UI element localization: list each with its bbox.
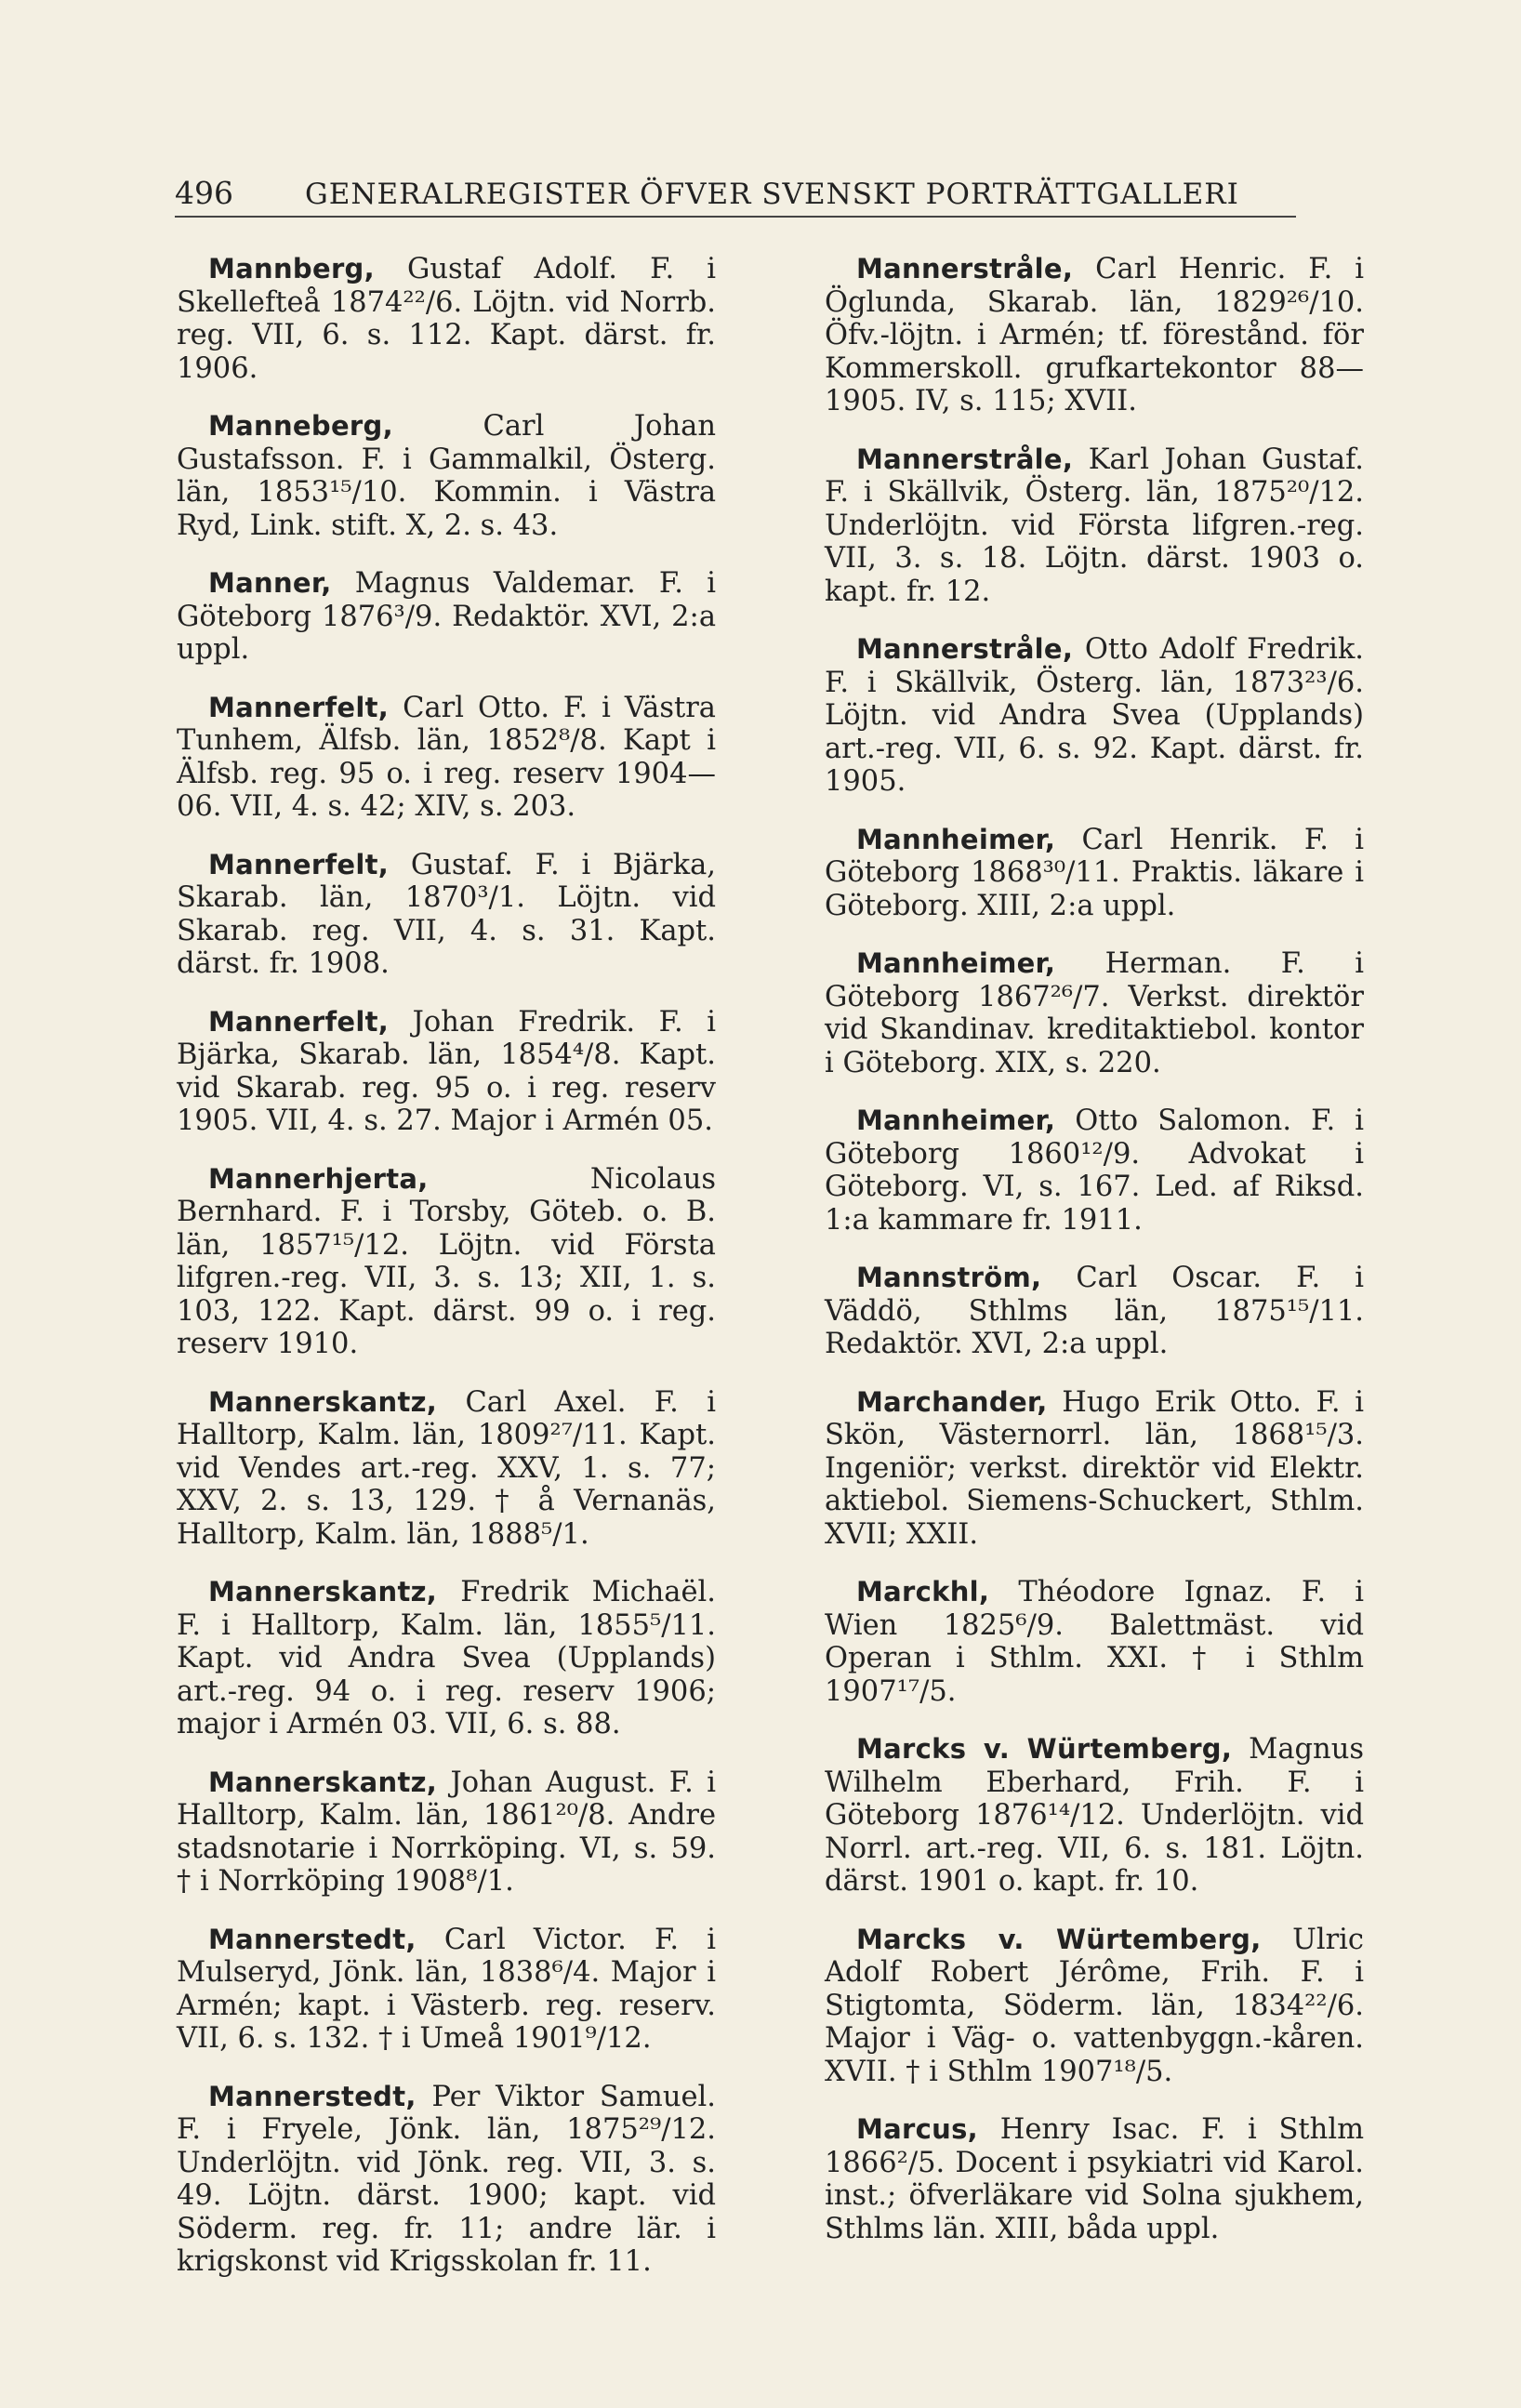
entry-surname: Mannerstråle, [856,443,1074,475]
page-header [175,175,1296,211]
entry-details: Carl Johan Gustafsson. F. i Gammalkil, Österg. län, 1853¹⁵/10. Kommin. i Västra Ryd, Link. stift. X, 2. s. 43. [177,410,716,542]
entry-details: Carl Henrik. F. i Göteborg 1868³⁰/11. Praktis. läkare i Göteborg. XIII, 2:a uppl. [825,823,1364,922]
register-entry [177,692,716,824]
entry-details: Carl Victor. F. i Mulseryd, Jönk. län, 1838⁶/4. Major i Armén; kapt. i Västerb. reg. reserv. VII, 6. s. 132. † i Umeå 1901⁹/12. [177,1923,716,2055]
register-entry [177,1386,716,1552]
entry-paragraph [177,1924,716,2056]
register-entry [177,253,716,385]
entry-details: Johan August. F. i Halltorp, Kalm. län, 1861²⁰/8. Andre stadsnotarie i Norrköping. VI, s. 59. † i Norrköping 1908⁸/1. [177,1766,716,1898]
register-entry [825,1386,1364,1552]
header-rule [175,216,1296,218]
entry-paragraph [177,1386,716,1552]
register-entry [825,1576,1364,1708]
entry-surname: Marcks v. Würtemberg, [856,1923,1262,1955]
register-entry [177,410,716,542]
entry-paragraph [825,1105,1364,1237]
register-entry [825,2113,1364,2245]
entry-paragraph [825,1386,1364,1552]
register-entry [177,1576,716,1741]
entry-surname: Mannerskantz, [208,1766,438,1798]
entry-surname: Mannerfelt, [208,848,390,880]
entry-surname: Marcks v. Würtemberg, [856,1733,1233,1765]
entry-paragraph [177,2081,716,2279]
entry-surname: Mannerstråle, [856,253,1074,284]
running-title: GENERALREGISTER ÖFVER SVENSKT PORTRÄTTGALLERI [305,178,1239,211]
left-column [177,253,716,2304]
entry-paragraph [825,1733,1364,1899]
entry-details: Gustaf. F. i Bjärka, Skarab. län, 1870³/1. Löjtn. vid Skarab. reg. VII, 4. s. 31. Kapt. därst. fr. 1908. [177,848,716,980]
entry-details: Magnus Valdemar. F. i Göteborg 1876³/9. Redaktör. XVI, 2:a uppl. [177,567,716,666]
entry-details: Nicolaus Bernhard. F. i Torsby, Göteb. o. B. län, 1857¹⁵/12. Löjtn. vid Första lifgren.-reg. VII, 3. s. 13; XII, 1. s. 103, 122. Kapt. därst. 99 o. i reg. reserv 1910. [177,1162,716,1360]
entry-surname: Mannerskantz, [208,1576,438,1608]
register-entry [177,2081,716,2279]
register-entry [825,1105,1364,1237]
register-entry [825,947,1364,1079]
entry-surname: Mannberg, [208,253,375,284]
entry-paragraph [825,633,1364,799]
entry-details: Hugo Erik Otto. F. i Skön, Västernorrl. län, 1868¹⁵/3. Ingeniör; verkst. direktör vid Elektr. aktiebol. Siemens-Schuckert, Sthlm. XVII; XXII. [825,1385,1364,1551]
register-entry [825,633,1364,799]
entry-surname: Marchander, [856,1385,1048,1418]
entry-surname: Mannström, [856,1262,1042,1293]
register-entry [825,1924,1364,2089]
entry-details: Carl Axel. F. i Halltorp, Kalm. län, 1809²⁷/11. Kapt. vid Vendes art.-reg. XXV, 1. s. 77; XXV, 2. s. 13, 129. † å Vernanäs, Halltorp, Kalm. län, 1888⁵/1. [177,1385,716,1551]
entry-details: Carl Otto. F. i Västra Tunhem, Älfsb. län, 1852⁸/8. Kapt i Älfsb. reg. 95 o. i reg. reserv 1904—06. VII, 4. s. 42; XIV, s. 203. [177,691,716,823]
register-entry [177,1766,716,1899]
entry-surname: Mannerhjerta, [208,1162,429,1195]
register-entry [825,443,1364,609]
entry-paragraph [825,1262,1364,1361]
entry-paragraph [825,2113,1364,2245]
entry-surname: Mannheimer, [856,823,1056,855]
entry-details: Per Viktor Samuel. F. i Fryele, Jönk. län, 1875²⁹/12. Underlöjtn. vid Jönk. reg. VII, 3. s. 49. Löjtn. därst. 1900; kapt. vid Söderm. reg. fr. 11; andre lär. i krigskonst vid Krigsskolan fr. 11. [177,2080,716,2278]
entry-details: Johan Fredrik. F. i Bjärka, Skarab. län, 1854⁴/8. Kapt. vid Skarab. reg. 95 o. i reg. reserv 1905. VII, 4. s. 27. Major i Armén 05. [177,1005,716,1137]
register-entry [825,824,1364,923]
register-entry [177,1924,716,2056]
entry-details: Otto Adolf Fredrik. F. i Skällvik, Österg. län, 1873²³/6. Löjtn. vid Andra Svea (Upplands) art.-reg. VII, 6. s. 92. Kapt. därst. fr. 1905. [825,633,1364,798]
entry-paragraph [177,849,716,981]
entry-paragraph [825,1576,1364,1708]
entry-paragraph [825,253,1364,418]
entry-paragraph [177,1766,716,1899]
register-entry [825,1262,1364,1361]
entry-surname: Mannerstedt, [208,1923,417,1955]
entry-surname: Manner, [208,567,332,599]
page-number: 496 [175,175,233,211]
register-entry [177,849,716,981]
entry-paragraph [177,253,716,385]
entry-paragraph [177,1576,716,1741]
register-entry [825,253,1364,418]
entry-details: Gustaf Adolf. F. i Skellefteå 1874²²/6. Löjtn. vid Norrb. reg. VII, 6. s. 112. Kapt. därst. fr. 1906. [177,253,716,385]
entry-details: Carl Henric. F. i Öglunda, Skarab. län, 1829²⁶/10. Öfv.-löjtn. i Armén; tf. förestånd. för Kommerskoll. grufkartekontor 88—1905. IV, s. 115; XVII. [825,253,1364,417]
entry-details: Ulric Adolf Robert Jérôme, Frih. F. i Stigtomta, Söderm. län, 1834²²/6. Major i Väg- o. vattenbyggn.-kåren. XVII. † i Sthlm 1907¹⁸/5. [825,1923,1364,2088]
entry-surname: Mannerfelt, [208,691,390,723]
entry-surname: Manneberg, [208,410,393,442]
entry-details: Henry Isac. F. i Sthlm 1866²/5. Docent i psykiatri vid Karol. inst.; öfverläkare vid Solna sjukhem, Sthlms län. XIII, båda uppl. [825,2113,1364,2245]
entry-details: Fredrik Michaël. F. i Halltorp, Kalm. län, 1855⁵/11. Kapt. vid Andra Svea (Upplands) art.-reg. 94 o. i reg. reserv 1906; major i Armén 03. VII, 6. s. 88. [177,1576,716,1740]
register-entry [825,1733,1364,1899]
entry-surname: Mannerskantz, [208,1385,438,1418]
entry-surname: Marckhl, [856,1576,990,1608]
register-entry [177,1163,716,1361]
entry-paragraph [825,443,1364,609]
entry-paragraph [177,692,716,824]
register-entry [177,567,716,667]
entry-surname: Mannerfelt, [208,1005,390,1038]
entry-surname: Mannerstråle, [856,633,1074,665]
entry-surname: Mannheimer, [856,1105,1056,1136]
entry-paragraph [177,1006,716,1138]
entry-paragraph [825,824,1364,923]
entry-details: Herman. F. i Göteborg 1867²⁶/7. Verkst. direktör vid Skandinav. kreditaktiebol. kontor i Göteborg. XIX, s. 220. [825,947,1364,1079]
entry-paragraph [177,567,716,667]
entry-surname: Mannheimer, [856,947,1056,979]
entry-surname: Marcus, [856,2113,978,2145]
entry-paragraph [177,410,716,542]
entry-details: Théodore Ignaz. F. i Wien 1825⁶/9. Balettmäst. vid Operan i Sthlm. XXI. † i Sthlm 1907¹⁷/5. [825,1576,1364,1708]
register-entry [177,1006,716,1138]
entry-paragraph [825,1924,1364,2089]
entry-paragraph [177,1163,716,1361]
entry-paragraph [825,947,1364,1079]
entry-details: Carl Oscar. F. i Väddö, Sthlms län, 1875¹⁵/11. Redaktör. XVI, 2:a uppl. [825,1262,1364,1360]
right-column [825,253,1364,2270]
entry-details: Karl Johan Gustaf. F. i Skällvik, Österg. län, 1875²⁰/12. Underlöjtn. vid Första lifgren.-reg. VII, 3. s. 18. Löjtn. därst. 1903 o. kapt. fr. 12. [825,443,1364,608]
entry-details: Otto Salomon. F. i Göteborg 1860¹²/9. Advokat i Göteborg. VI, s. 167. Led. af Riksd. 1:a kammare fr. 1911. [825,1105,1364,1237]
entry-details: Magnus Wilhelm Eberhard, Frih. F. i Göteborg 1876¹⁴/12. Underlöjtn. vid Norrl. art.-reg. VII, 6. s. 181. Löjtn. därst. 1901 o. kapt. fr. 10. [825,1733,1364,1898]
entry-surname: Mannerstedt, [208,2080,417,2112]
